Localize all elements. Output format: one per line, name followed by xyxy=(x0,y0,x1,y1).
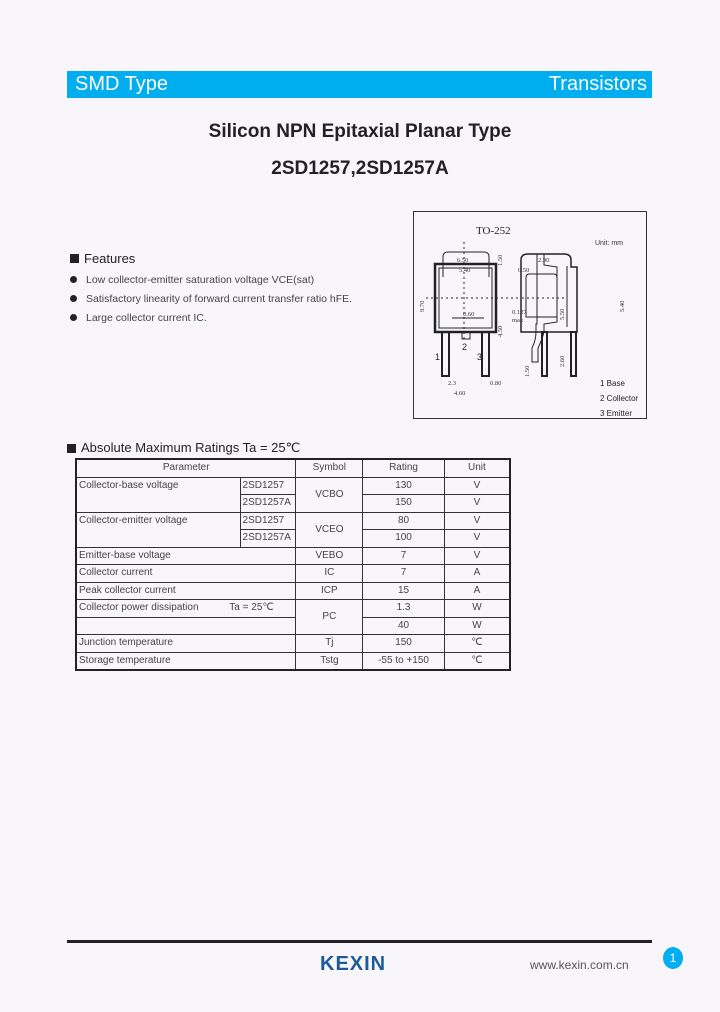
pin-2-label: 2 Collector xyxy=(600,394,639,403)
svg-text:4.50: 4.50 xyxy=(497,325,504,337)
table-row: Storage temperature Tstg -55 to +150 ℃ xyxy=(76,652,510,670)
svg-text:2.3: 2.3 xyxy=(448,380,457,387)
table-row: 40 W xyxy=(76,617,510,635)
table-row: Emitter-base voltage VEBO 7 V xyxy=(76,547,510,565)
pin-3-label: 3 Emitter xyxy=(600,409,633,418)
svg-text:Unit: mm: Unit: mm xyxy=(595,240,623,247)
features-heading: Features xyxy=(70,251,135,266)
table-row: 2SD1257A 100 V xyxy=(76,530,510,548)
svg-text:2.60: 2.60 xyxy=(559,355,566,367)
features-list xyxy=(70,270,352,327)
bullet-icon xyxy=(70,276,77,283)
svg-text:TO-252: TO-252 xyxy=(476,225,511,237)
table-row: Peak collector current ICP 15 A xyxy=(76,582,510,600)
svg-text:0.80: 0.80 xyxy=(490,380,502,387)
table-row: 2SD1257A 150 V xyxy=(76,495,510,513)
package-diagram xyxy=(413,211,647,419)
svg-text:3: 3 xyxy=(477,352,483,362)
bullet-icon xyxy=(70,314,77,321)
kexin-logo: KEXIN xyxy=(320,953,387,975)
svg-text:5.40: 5.40 xyxy=(619,300,626,312)
svg-text:max: max xyxy=(512,317,524,324)
svg-text:1.50: 1.50 xyxy=(524,365,531,377)
header-category: SMD Type xyxy=(75,73,168,95)
square-bullet-icon xyxy=(67,444,76,453)
table-row: Collector current IC 7 A xyxy=(76,565,510,583)
document-title: Silicon NPN Epitaxial Planar Type xyxy=(208,121,512,142)
header-type: Transistors xyxy=(548,73,647,95)
table-row: Junction temperature Tj 150 ℃ xyxy=(76,635,510,653)
table-row: Collector power dissipation Ta = 25℃ PC 1.3 W xyxy=(76,600,510,618)
svg-text:9.70: 9.70 xyxy=(419,300,426,312)
ratings-heading: Absolute Maximum Ratings Ta = 25℃ xyxy=(67,440,300,456)
square-bullet-icon xyxy=(70,254,79,263)
svg-text:5.50: 5.50 xyxy=(559,308,566,320)
svg-text:2: 2 xyxy=(462,342,468,352)
table-row: Collector-emitter voltage 2SD1257 VCEO 80 V xyxy=(76,512,510,530)
svg-text:1.50: 1.50 xyxy=(497,254,504,266)
pin-legend xyxy=(600,376,638,421)
table-row: Collector-base voltage 2SD1257 VCBO 130 V xyxy=(76,477,510,495)
svg-text:1: 1 xyxy=(435,352,441,362)
svg-text:0.50: 0.50 xyxy=(518,267,530,274)
footer-divider xyxy=(67,940,652,943)
svg-text:0.60: 0.60 xyxy=(463,311,475,318)
svg-text:5.40: 5.40 xyxy=(459,267,471,274)
bullet-icon xyxy=(70,295,77,302)
col-header: Parameter xyxy=(76,459,296,477)
website-link[interactable]: www.kexin.com.cn xyxy=(530,958,629,972)
svg-text:4.60: 4.60 xyxy=(454,390,466,397)
svg-text:2.30: 2.30 xyxy=(538,257,550,264)
table-header-row xyxy=(76,459,510,477)
svg-text:6.50: 6.50 xyxy=(457,257,469,264)
header-bar xyxy=(67,71,652,98)
page-number-badge: 1 xyxy=(663,947,683,969)
absolute-maximum-ratings-table xyxy=(75,458,511,671)
feature-item: Low collector-emitter saturation voltage VCE(sat) xyxy=(70,270,352,289)
col-header: Rating xyxy=(363,459,445,477)
feature-item: Satisfactory linearity of forward current transfer ratio hFE. xyxy=(70,289,352,308)
pin-1-label: 1 Base xyxy=(600,379,625,388)
feature-item: Large collector current IC. xyxy=(70,308,352,327)
col-header: Symbol xyxy=(296,459,363,477)
col-header: Unit xyxy=(444,459,510,477)
svg-text:0.127: 0.127 xyxy=(512,309,527,316)
part-numbers: 2SD1257,2SD1257A xyxy=(271,158,449,179)
